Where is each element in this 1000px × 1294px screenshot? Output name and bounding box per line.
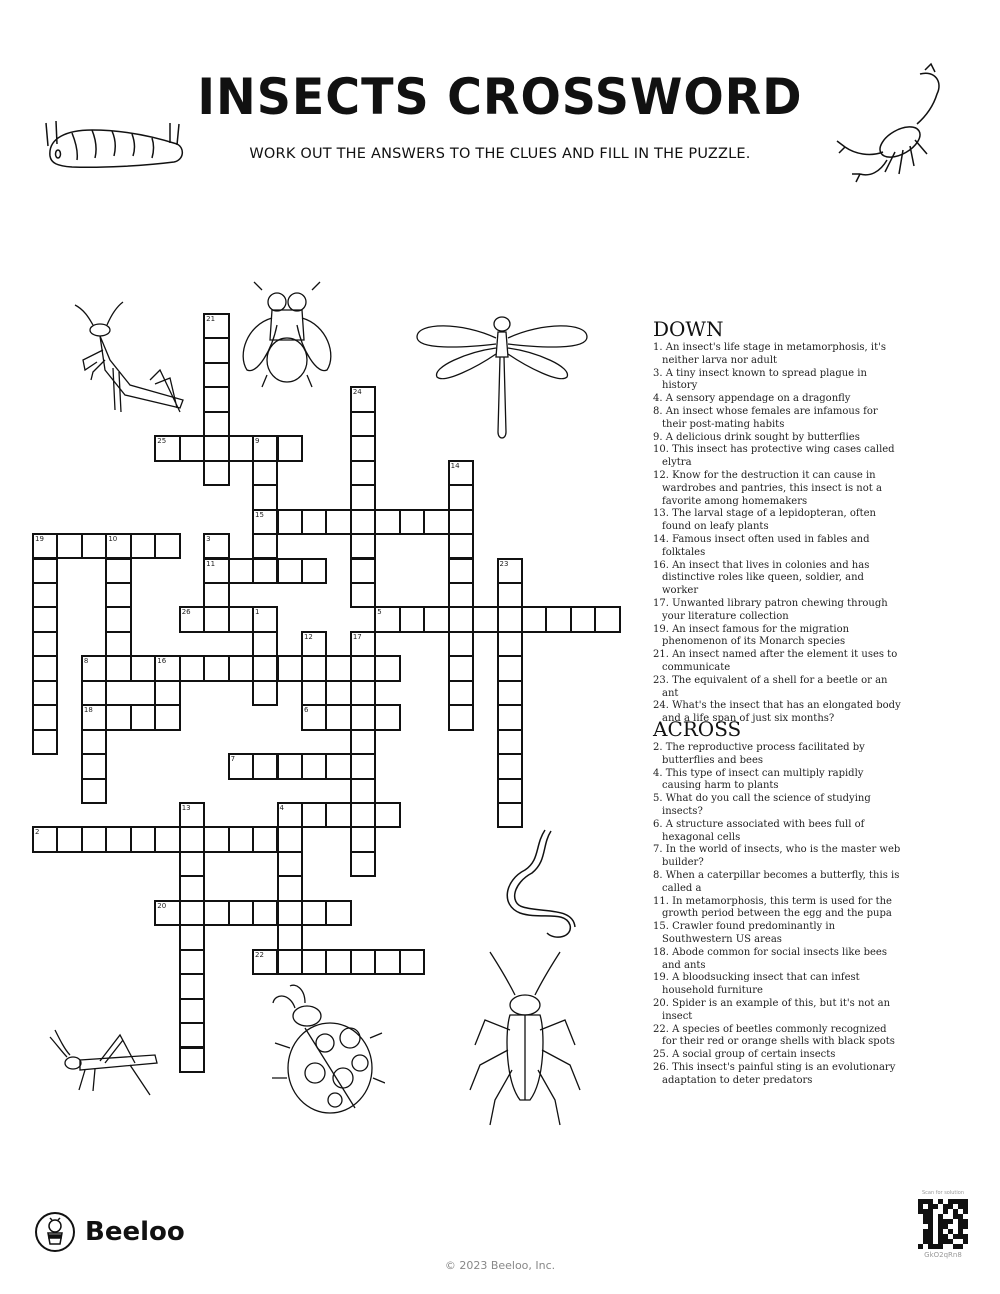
crossword-cell[interactable] (252, 460, 278, 486)
crossword-cell[interactable] (228, 753, 254, 779)
crossword-cell[interactable] (545, 606, 571, 632)
crossword-cell[interactable] (350, 484, 376, 510)
crossword-cell[interactable] (448, 704, 474, 730)
crossword-cell[interactable] (301, 704, 327, 730)
crossword-cell[interactable] (252, 949, 278, 975)
crossword-cell[interactable] (277, 826, 303, 852)
brand-name: Beeloo (85, 1217, 185, 1247)
crossword-cell[interactable] (81, 680, 107, 706)
across-clue: 18. Abode common for social insects like bees and ants (653, 946, 887, 971)
crossword-cell[interactable] (105, 704, 131, 730)
crossword-cell[interactable] (374, 704, 400, 730)
crossword-cell[interactable] (497, 655, 523, 681)
across-clue: 19. A bloodsucking insect that can infest household furniture (653, 972, 860, 997)
crossword-cell[interactable] (277, 558, 303, 584)
crossword-cell[interactable] (399, 606, 425, 632)
crossword-cell[interactable] (497, 558, 523, 584)
clue-number: 13 (181, 804, 191, 812)
crossword-cell[interactable] (350, 704, 376, 730)
crossword-cell[interactable] (448, 533, 474, 559)
crossword-cell[interactable] (350, 631, 376, 657)
crossword-cell[interactable] (399, 509, 425, 535)
crossword-cell[interactable] (423, 606, 449, 632)
crossword-cell[interactable] (325, 802, 351, 828)
down-clue: 21. An insect named after the element it uses to communicate (653, 649, 898, 673)
crossword-cell[interactable] (277, 655, 303, 681)
crossword-cell[interactable] (179, 435, 205, 461)
clue-number: 4 (279, 804, 284, 812)
across-heading: ACROSS (653, 717, 742, 741)
crossword-cell[interactable] (56, 826, 82, 852)
crossword-cell[interactable] (252, 655, 278, 681)
clue-number: 7 (230, 755, 236, 764)
crossword-cell[interactable] (448, 484, 474, 510)
crossword-cell[interactable] (350, 753, 376, 779)
crossword-cell[interactable] (228, 435, 254, 461)
crossword-cell[interactable] (203, 313, 229, 339)
crossword-cell[interactable] (374, 655, 400, 681)
down-clue: 24. What's the insect that has an elongated body and a life span of just six months? (653, 700, 901, 725)
crossword-cell[interactable] (374, 802, 400, 828)
down-clue: 9. A delicious drink sought by butterflies (653, 431, 860, 443)
crossword-cell[interactable] (277, 924, 303, 950)
crossword-cell[interactable] (32, 631, 58, 657)
crossword-cell[interactable] (130, 655, 156, 681)
crossword-cell[interactable] (203, 606, 229, 632)
clue-number: 22 (255, 950, 264, 959)
crossword-cell[interactable] (277, 802, 303, 828)
crossword-cell[interactable] (203, 337, 229, 363)
across-clue: 11. In metamorphosis, this term is used for the growth period between the egg and the pupa (653, 895, 892, 920)
clue-number: 1 (255, 608, 260, 617)
crossword-cell[interactable] (105, 631, 131, 657)
crossword-cell[interactable] (203, 582, 229, 608)
crossword-cell[interactable] (179, 826, 205, 852)
crossword-cell[interactable] (277, 900, 303, 926)
across-clue-list (653, 742, 903, 1088)
qr-code-icon (918, 1199, 968, 1249)
copyright: © 2023 Beeloo, Inc. (444, 1259, 556, 1272)
clue-number: 2 (35, 828, 40, 837)
crossword-cell[interactable] (325, 900, 351, 926)
across-clue: 4. This type of insect can multiply rapidly causing harm to plants (653, 767, 864, 792)
crossword-cell[interactable] (350, 729, 376, 755)
crossword-cell[interactable] (448, 655, 474, 681)
crossword-cell[interactable] (350, 802, 376, 828)
crossword-cell[interactable] (350, 778, 376, 804)
crossword-cell[interactable] (130, 533, 156, 559)
clue-number: 10 (108, 535, 118, 544)
crossword-cell[interactable] (130, 826, 156, 852)
crossword-cell[interactable] (130, 704, 156, 730)
crossword-cell[interactable] (203, 460, 229, 486)
crossword-cell[interactable] (203, 362, 229, 388)
crossword-cell[interactable] (497, 729, 523, 755)
crossword-cell[interactable] (252, 435, 278, 461)
crossword-cell[interactable] (350, 386, 376, 412)
down-clue: 17. Unwanted library patron chewing through your literature collection (653, 597, 888, 622)
crossword-cell[interactable] (497, 582, 523, 608)
crossword-cell[interactable] (32, 680, 58, 706)
crossword-cell[interactable] (228, 558, 254, 584)
scorpion-icon (825, 62, 955, 192)
crossword-cell[interactable] (179, 1047, 205, 1073)
crossword-cell[interactable] (179, 900, 205, 926)
crossword-cell[interactable] (325, 704, 351, 730)
clue-number: 9 (255, 437, 260, 446)
crossword-cell[interactable] (277, 875, 303, 901)
crossword-cell[interactable] (179, 802, 205, 828)
crossword-cell[interactable] (374, 606, 400, 632)
crossword-cell[interactable] (497, 778, 523, 804)
down-clue-list (653, 342, 903, 726)
down-clue: 4. A sensory appendage on a dragonfly (653, 393, 851, 405)
crossword-cell[interactable] (252, 753, 278, 779)
crossword-cell[interactable] (32, 533, 58, 559)
crossword-cell[interactable] (105, 655, 131, 681)
crossword-cell[interactable] (301, 655, 327, 681)
down-clue: 3. A tiny insect known to spread plague in history (653, 367, 867, 392)
crossword-cell[interactable] (497, 631, 523, 657)
clue-number: 17 (352, 632, 362, 641)
crossword-cell[interactable] (203, 435, 229, 461)
crossword-cell[interactable] (277, 949, 303, 975)
crossword-cell[interactable] (301, 802, 327, 828)
clue-number: 15 (255, 510, 264, 519)
crossword-cell[interactable] (301, 509, 327, 535)
crossword-cell[interactable] (521, 606, 547, 632)
clue-number: 25 (157, 437, 167, 446)
crossword-cell[interactable] (228, 826, 254, 852)
crossword-cell[interactable] (472, 606, 498, 632)
crossword-cell[interactable] (179, 1022, 205, 1048)
crossword-cell[interactable] (252, 484, 278, 510)
crossword-cell[interactable] (448, 606, 474, 632)
crossword-cell[interactable] (325, 509, 351, 535)
crossword-cell[interactable] (179, 606, 205, 632)
crossword-cell[interactable] (154, 900, 180, 926)
down-clue: 23. The equivalent of a shell for a beetle or an ant (653, 674, 888, 699)
crossword-cell[interactable] (81, 778, 107, 804)
page-title: INSECTS CROSSWORD (197, 68, 803, 126)
clue-number: 20 (157, 901, 167, 910)
crossword-cell[interactable] (350, 949, 376, 975)
crossword-cell[interactable] (32, 582, 58, 608)
crossword-cell[interactable] (252, 631, 278, 657)
crossword-cell[interactable] (325, 655, 351, 681)
crossword-cell[interactable] (179, 875, 205, 901)
crossword-cell[interactable] (252, 900, 278, 926)
clues-across (653, 718, 903, 1088)
clue-number: 12 (303, 632, 313, 641)
clue-number: 6 (303, 706, 309, 715)
clue-number: 8 (83, 657, 89, 666)
crossword-cell[interactable] (277, 509, 303, 535)
across-clue: 6. A structure associated with bees full of hexagonal cells (653, 818, 865, 843)
clue-number: 26 (181, 608, 191, 617)
crossword-cell[interactable] (228, 655, 254, 681)
crossword-cell[interactable] (350, 851, 376, 877)
clue-number: 18 (83, 706, 93, 715)
crossword-cell[interactable] (105, 826, 131, 852)
crossword-cell[interactable] (32, 729, 58, 755)
crossword-cell[interactable] (350, 680, 376, 706)
crossword-cell[interactable] (154, 655, 180, 681)
crossword-cell[interactable] (56, 533, 82, 559)
crossword-cell[interactable] (203, 826, 229, 852)
crossword-cell[interactable] (179, 851, 205, 877)
crossword-cell[interactable] (203, 558, 229, 584)
crossword-cell[interactable] (325, 680, 351, 706)
crossword-cell[interactable] (350, 460, 376, 486)
crossword-cell[interactable] (228, 900, 254, 926)
crossword-cell[interactable] (350, 509, 376, 535)
crossword-cell[interactable] (105, 582, 131, 608)
crossword-cell[interactable] (350, 655, 376, 681)
brand-logo[interactable] (35, 1212, 185, 1252)
crossword-cell[interactable] (179, 949, 205, 975)
qr-caption: Scan for solution (921, 1190, 964, 1196)
crossword-cell[interactable] (301, 680, 327, 706)
crossword-cell[interactable] (81, 655, 107, 681)
down-clue: 16. An insect that lives in colonies and has distinctive roles like queen, soldier, and worker (653, 559, 870, 597)
crossword-cell[interactable] (32, 558, 58, 584)
crossword-cell[interactable] (448, 509, 474, 535)
crossword-cell[interactable] (105, 533, 131, 559)
down-clue: 14. Famous insect often used in fables and folktales (653, 533, 870, 558)
crossword-cell[interactable] (179, 998, 205, 1024)
crossword-cell[interactable] (594, 606, 620, 632)
crossword-cell[interactable] (252, 826, 278, 852)
crossword-cell[interactable] (105, 558, 131, 584)
crossword-cell[interactable] (301, 900, 327, 926)
clue-number: 14 (450, 461, 460, 470)
down-clue: 12. Know for the destruction it can cause in wardrobes and pantries, this insect is not a favorite among homemakers (653, 469, 882, 507)
crossword-cell[interactable] (154, 435, 180, 461)
crossword-cell[interactable] (203, 533, 229, 559)
crossword-cell[interactable] (154, 533, 180, 559)
crossword-cell[interactable] (81, 704, 107, 730)
crossword-cell[interactable] (497, 802, 523, 828)
crossword-cell[interactable] (179, 655, 205, 681)
bee-icon (35, 1212, 75, 1252)
crossword-cell[interactable] (448, 460, 474, 486)
across-clue: 22. A species of beetles commonly recognized for their red or orange shells with black spots (653, 1023, 895, 1048)
down-clue: 13. The larval stage of a lepidopteran, often found on leafy plants (653, 508, 876, 533)
crossword-cell[interactable] (570, 606, 596, 632)
crossword-cell[interactable] (497, 753, 523, 779)
clue-number: 23 (499, 559, 509, 568)
crossword-cell[interactable] (252, 606, 278, 632)
crossword-cell[interactable] (252, 533, 278, 559)
solution-qr[interactable] (913, 1190, 973, 1259)
crossword-cell[interactable] (350, 582, 376, 608)
crossword-cell[interactable] (32, 655, 58, 681)
down-clue: 1. An insect's life stage in metamorphosis, it's neither larva nor adult (653, 342, 886, 366)
crossword-cell[interactable] (154, 704, 180, 730)
crossword-cell[interactable] (497, 704, 523, 730)
across-clue: 20. Spider is an example of this, but it's not an insect (653, 997, 891, 1022)
across-clue: 2. The reproductive process facilitated by butterflies and bees (653, 742, 865, 766)
crossword-cell[interactable] (277, 753, 303, 779)
crossword-cell[interactable] (374, 509, 400, 535)
crossword-cell[interactable] (203, 386, 229, 412)
crossword-cell[interactable] (423, 509, 449, 535)
crossword-cell[interactable] (32, 606, 58, 632)
crossword-cell[interactable] (203, 900, 229, 926)
clues-down (653, 318, 903, 726)
crossword-cell[interactable] (252, 680, 278, 706)
down-clue: 19. An insect famous for the migration phenomenon of its Monarch species (653, 623, 850, 648)
crossword-cell[interactable] (32, 704, 58, 730)
crossword-cell[interactable] (179, 924, 205, 950)
crossword-cell[interactable] (203, 411, 229, 437)
crossword-cell[interactable] (350, 435, 376, 461)
crossword-cell[interactable] (252, 509, 278, 535)
across-clue: 5. What do you call the science of studying insects? (653, 793, 871, 817)
crossword-cell[interactable] (277, 851, 303, 877)
crossword-cell[interactable] (350, 533, 376, 559)
crossword-cell[interactable] (301, 949, 327, 975)
crossword-cell[interactable] (301, 631, 327, 657)
clue-number: 3 (206, 535, 211, 544)
crossword-cell[interactable] (399, 949, 425, 975)
crossword-cell[interactable] (154, 826, 180, 852)
crossword-cell[interactable] (105, 606, 131, 632)
crossword-cell[interactable] (448, 680, 474, 706)
crossword-cell[interactable] (81, 826, 107, 852)
crossword-cell[interactable] (179, 973, 205, 999)
clue-number: 11 (206, 559, 216, 568)
crossword-cell[interactable] (277, 435, 303, 461)
clue-number: 21 (206, 315, 216, 323)
down-heading: DOWN (653, 317, 724, 341)
clue-number: 16 (157, 657, 167, 666)
crossword-cell[interactable] (301, 753, 327, 779)
across-clue: 26. This insect's painful sting is an evolutionary adaptation to deter predators (653, 1061, 896, 1086)
crossword-cell[interactable] (228, 606, 254, 632)
crossword-cell[interactable] (350, 826, 376, 852)
clue-number: 19 (35, 535, 44, 544)
crossword-cell[interactable] (81, 753, 107, 779)
clue-number: 24 (352, 388, 362, 397)
crossword-cell[interactable] (325, 753, 351, 779)
crossword-cell[interactable] (497, 606, 523, 632)
crossword-cell[interactable] (252, 558, 278, 584)
crossword-cell[interactable] (325, 949, 351, 975)
across-clue: 7. In the world of insects, who is the master web builder? (653, 844, 901, 869)
crossword-cell[interactable] (448, 582, 474, 608)
crossword-cell[interactable] (350, 558, 376, 584)
across-clue: 8. When a caterpillar becomes a butterfly, this is called a (653, 869, 900, 894)
crossword-cell[interactable] (301, 558, 327, 584)
crossword-cell[interactable] (203, 655, 229, 681)
qr-code-text: GkO2qRn8 (924, 1251, 962, 1259)
crossword-cell[interactable] (448, 558, 474, 584)
down-clue: 10. This insect has protective wing cases called elytra (653, 444, 895, 469)
page-subtitle: WORK OUT THE ANSWERS TO THE CLUES AND FILL IN THE PUZZLE. (249, 146, 751, 162)
crossword-cell[interactable] (350, 411, 376, 437)
crossword-cell[interactable] (374, 949, 400, 975)
crossword-cell[interactable] (154, 680, 180, 706)
crossword-cell[interactable] (32, 826, 58, 852)
across-clue: 25. A social group of certain insects (653, 1049, 836, 1061)
crossword-cell[interactable] (81, 533, 107, 559)
crossword-cell[interactable] (448, 631, 474, 657)
across-clue: 15. Crawler found predominantly in Southwestern US areas (653, 921, 836, 945)
clue-number: 5 (377, 608, 382, 617)
down-clue: 8. An insect whose females are infamous for their post-mating habits (653, 405, 878, 430)
crossword-cell[interactable] (81, 729, 107, 755)
crossword-cell[interactable] (497, 680, 523, 706)
